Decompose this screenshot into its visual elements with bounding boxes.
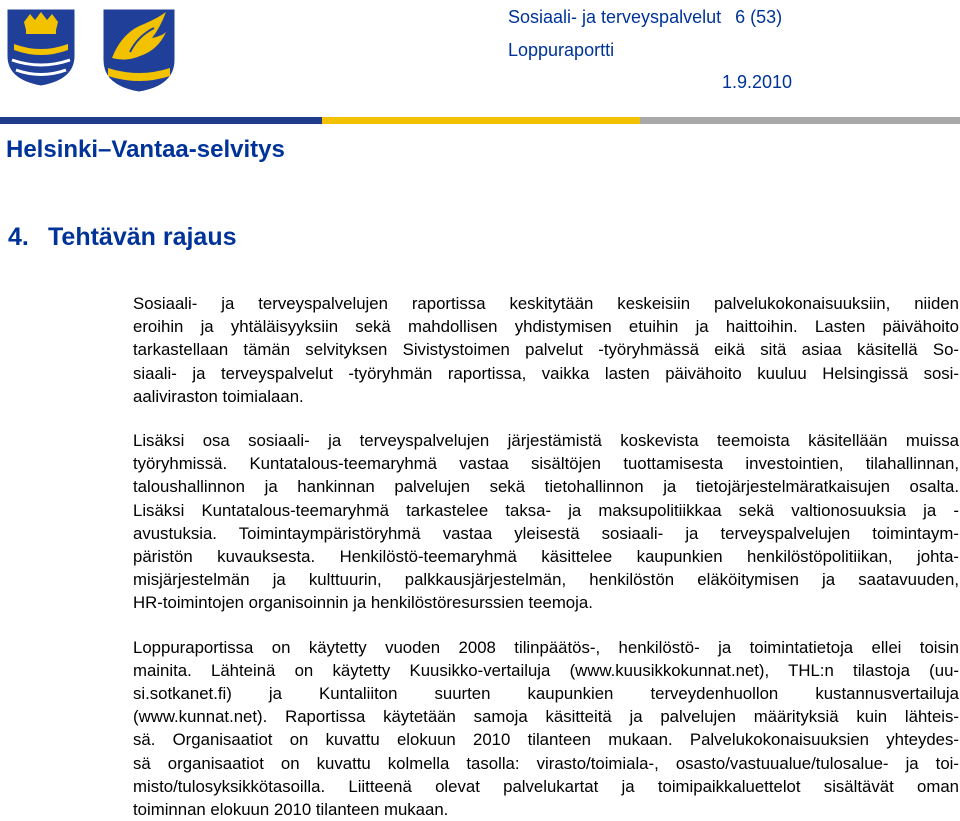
- section-heading: [8, 222, 237, 252]
- helsinki-coat-of-arms-icon: [4, 6, 78, 88]
- text-line: Lisäksi Kuntatalous-teemaryhmä tarkastelee taksa- ja maksupolitiikkaa sekä valtionosuuksia ja -: [133, 500, 959, 520]
- text-line: eroihin ja yhtäläisyyksiin sekä mahdollisen yhdistymisen etuihin ja haittoihin. Lasten päivähoito: [133, 317, 959, 337]
- body-text: [133, 292, 959, 821]
- page-number: 6 (53): [735, 7, 783, 27]
- report-type: Loppuraportti: [508, 40, 615, 60]
- text-line: Lisäksi osa sosiaali- ja terveyspalvelujen järjestämistä koskevista teemoista käsitellään muissa: [133, 431, 959, 451]
- paragraph-1: [133, 292, 959, 408]
- paragraph-3: [133, 636, 959, 821]
- text-line: työryhmissä. Kuntatalous-teemaryhmä vastaa sisältöjen tuottamisesta investointien, tilahallinnan,: [133, 454, 959, 474]
- text-line: HR-toimintojen organisoinnin ja henkilöstöresurssien teemoja.: [133, 593, 593, 613]
- text-line: mainita. Lähteinä on käytetty Kuusikko-vertailuja (www.kuusikkokunnat.net), THL:n tilastoja (uu-: [133, 660, 959, 680]
- paragraph-2: [133, 429, 959, 615]
- text-line: sä organisaatiot on kuvattu kolmella tasolla: virasto/toimiala-, osasto/vastuualue/tulosalue- ja toi-: [133, 753, 959, 773]
- vantaa-coat-of-arms-icon: [100, 6, 178, 94]
- section-number: 4.: [8, 223, 29, 251]
- text-line: siaali- ja terveyspalvelut -työryhmän raportissa, vaikka lasten päivähoito kuuluu Helsingissä sosi-: [133, 363, 959, 383]
- report-date: 1.9.2010: [722, 72, 793, 92]
- department-name: Sosiaali- ja terveyspalvelut: [508, 7, 722, 27]
- text-line: toiminnan elokuun 2010 tilanteen mukaan.: [133, 800, 449, 820]
- text-line: si.sotkanet.fi) ja Kuntaliiton suurten kaupunkien terveydenhuollon kustannusvertailuja: [133, 684, 959, 704]
- text-line: aaliviraston toimialaan.: [133, 386, 304, 406]
- text-line: avustuksia. Toimintaympäristöryhmä vastaa yleisestä sosiaali- ja terveyspalvelujen toimintaym-: [133, 523, 959, 543]
- text-line: taloushallinnon ja hankinnan palvelujen sekä tietohallinnon ja tietojärjestelmäratkaisujen osalta.: [133, 477, 959, 497]
- document-title: Helsinki–Vantaa-selvitys: [6, 136, 285, 163]
- header-rule-gray: [640, 117, 960, 124]
- text-line: misto/tulosyksikkötasoilla. Liitteenä olevat palvelukartat ja toimipaikkaluettelot sisältävät oman: [133, 776, 959, 796]
- text-line: päristön kuvauksesta. Henkilöstö-teemaryhmä käsittelee kaupunkien henkilöstöpolitiikan, johta-: [133, 547, 959, 567]
- header-rule-blue: [0, 117, 322, 124]
- text-line: sä. Organisaatiot on kuvattu elokuun 2010 tilanteen mukaan. Palvelukokonaisuuksien yhteydes-: [133, 730, 959, 750]
- text-line: Loppuraportissa on käytetty vuoden 2008 tilinpäätös-, henkilöstö- ja toimintatietoja ellei toisin: [133, 637, 959, 657]
- header-department: [508, 7, 782, 27]
- text-line: (www.kunnat.net). Raportissa käytetään samoja käsitteitä ja palvelujen määrityksiä kuin lähteis-: [133, 707, 959, 727]
- text-line: misjärjestelmän ja kulttuurin, palkkausjärjestelmän, henkilöstön eläköitymisen ja saatavuuden,: [133, 570, 959, 590]
- text-line: tarkastellaan tämän selvityksen Sivistystoimen palvelut -työryhmässä eikä sitä asiaa käsitellä So-: [133, 340, 959, 360]
- section-title: Tehtävän rajaus: [48, 223, 237, 251]
- header-rule-yellow: [322, 117, 640, 124]
- text-line: Sosiaali- ja terveyspalvelujen raportissa keskitytään keskeisiin palvelukokonaisuuksiin, niiden: [133, 294, 959, 313]
